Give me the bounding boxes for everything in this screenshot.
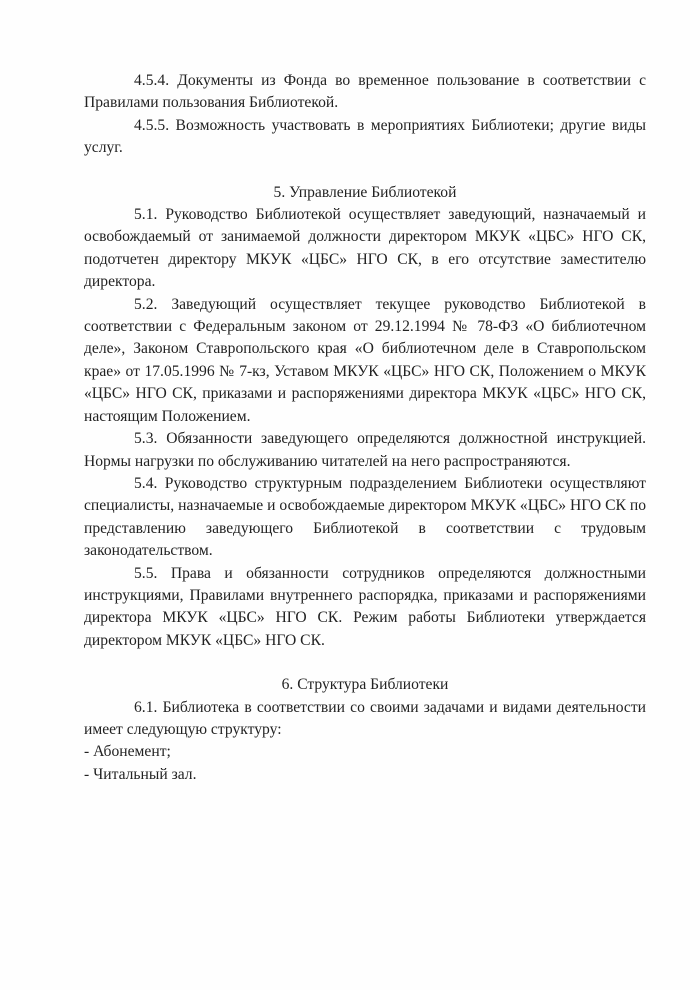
list-item: - Читальный зал. [84,765,197,783]
list-item: - Абонемент; [84,743,171,761]
document-body [84,70,646,786]
section-5-heading: 5. Управление Библиотекой [273,183,457,201]
paragraph-5-1: 5.1. Руководство Библиотекой осуществляет заведующий, назначаемый и освобождаемый от занимаемой должности директором МКУК «ЦБС» НГО СК, подотчетен директору МКУК «ЦБС» НГО СК, в его отсутствие заместителю директора. [84,206,646,291]
paragraph-6-1: 6.1. Библиотека в соответствии со своими задачами и видами деятельности имеет следующую структуру: [84,698,646,738]
paragraph-5-5: 5.5. Права и обязанности сотрудников определяются должностными инструкциями, Правилами внутреннего распорядка, приказами и распоряжениями директора МКУК «ЦБС» НГО СК. Режим работы Библиотеки утверждается директором МКУК «ЦБС» НГО СК. [84,564,646,649]
paragraph-4-5-4: 4.5.4. Документы из Фонда во временное пользование в соответствии с Правилами пользования Библиотекой. [84,72,646,112]
paragraph-5-4: 5.4. Руководство структурным подразделением Библиотеки осуществляют специалисты, назначаемые и освобождаемые директором МКУК «ЦБС» НГО СК по представлению заведующего Библиотекой в соответствии с трудовым законодательством. [84,474,646,560]
section-gap [84,160,646,182]
section-6-heading: 6. Структура Библиотеки [281,676,449,694]
paragraph-4-5-5: 4.5.5. Возможность участвовать в мероприятиях Библиотеки; другие виды услуг. [84,116,646,157]
paragraph-5-2: 5.2. Заведующий осуществляет текущее руководство Библиотекой в соответствии с Федеральным законом от 29.12.1994 № 78-ФЗ «О библиотечном деле», Законом Ставропольского края «О библиотечном деле в Ставропольском крае» от 17.05.1996 № 7-кз, Уставом МКУК «ЦБС» НГО СК, Положением о МКУК «ЦБС» НГО СК, приказами и распоряжениями директора МКУК «ЦБС» НГО СК, настоящим Положением. [84,295,646,425]
paragraph-5-3: 5.3. Обязанности заведующего определяются должностной инструкцией. Нормы нагрузки по обслуживанию читателей на него распространяются. [84,430,646,470]
section-gap [84,652,646,674]
